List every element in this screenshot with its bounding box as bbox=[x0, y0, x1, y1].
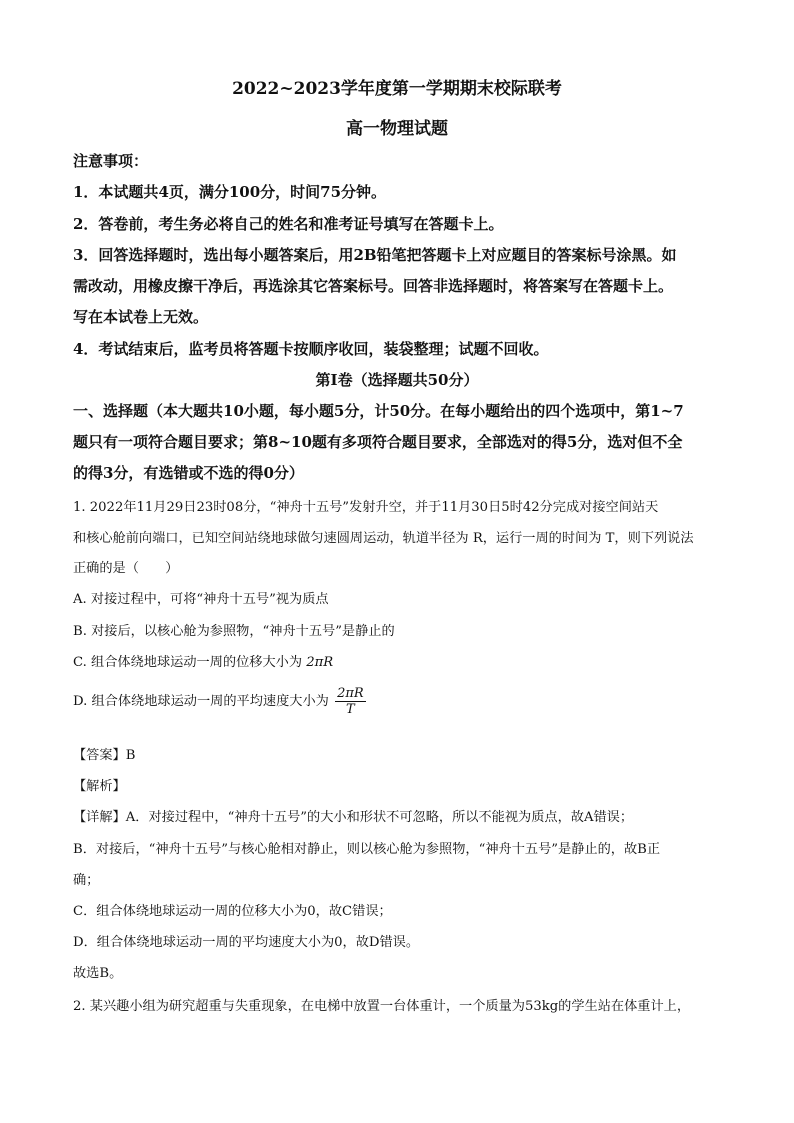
notice-heading: 注意事项： bbox=[73, 152, 149, 170]
notice-item-2: 2．答卷前，考生务必将自己的姓名和准考证号填写在答题卡上。 bbox=[73, 215, 504, 233]
exam-title: 2022~2023学年度第一学期期末校际联考 bbox=[232, 79, 562, 99]
notice-item-3-cont: 需改动，用橡皮擦干净后，再选涂其它答案标号。回答非选择题时，将答案写在答题卡上。 bbox=[73, 277, 674, 295]
q2-stem: 2. 某兴趣小组为研究超重与失重现象，在电梯中放置一台体重计，一个质量为53kg的学生站在体重计上， bbox=[73, 999, 691, 1014]
q1-option-c-math: 2πR bbox=[306, 655, 334, 670]
q1-option-a: A. 对接过程中，可将“神舟十五号”视为质点 bbox=[73, 592, 329, 607]
q1-option-d-fraction bbox=[335, 686, 366, 717]
q1-detail-1: 【详解】A．对接过程中，“神舟十五号”的大小和形状不可忽略，所以不能视为质点，故A错误； bbox=[73, 810, 634, 825]
q1-detail-4: C．组合体绕地球运动一周的位移大小为0，故C错误； bbox=[73, 904, 392, 919]
notice-item-4: 4．考试结束后，监考员将答题卡按顺序收回，装袋整理；试题不回收。 bbox=[73, 340, 549, 358]
q1-stem-2: 和核心舱前向端口，已知空间站绕地球做匀速圆周运动，轨道半径为 R，运行一周的时间为 T，则下列说法 bbox=[73, 531, 694, 546]
notice-item-3-cont2: 写在本试卷上无效。 bbox=[73, 308, 209, 326]
fraction-numerator: 2πR bbox=[337, 686, 364, 701]
q1-detail-6: 故选B。 bbox=[73, 966, 123, 981]
q1-stem-3: 正确的是（ ） bbox=[73, 561, 179, 576]
section-line-3: 的得3分，有选错或不选的得0分） bbox=[73, 464, 304, 482]
notice-item-1: 1．本试题共4页，满分100分，时间75分钟。 bbox=[73, 183, 387, 201]
fraction-denominator: T bbox=[346, 702, 355, 717]
q1-option-b: B. 对接后，以核心舱为参照物，“神舟十五号”是静止的 bbox=[73, 624, 395, 639]
q1-option-c-text: C. 组合体绕地球运动一周的位移大小为 bbox=[73, 655, 303, 670]
q1-stem-1: 1. 2022年11月29日23时08分，“神舟十五号”发射升空，并于11月30日5时42分完成对接空间站天 bbox=[73, 500, 659, 515]
exam-subtitle: 高一物理试题 bbox=[346, 119, 448, 139]
q1-detail-2: B．对接后，“神舟十五号”与核心舱相对静止，则以核心舱为参照物，“神舟十五号”是静止的，故B正 bbox=[73, 842, 661, 857]
section-line-2: 题只有一项符合题目要求；第8~10题有多项符合题目要求，全部选对的得5分，选对但不全 bbox=[73, 433, 683, 451]
q1-option-d bbox=[73, 686, 733, 717]
notice-item-3: 3．回答选择题时，选出每小题答案后，用2B铅笔把答题卡上对应题目的答案标号涂黑。如 bbox=[73, 246, 677, 264]
q1-detail-3: 确； bbox=[73, 873, 100, 888]
q1-detail-5: D．组合体绕地球运动一周的平均速度大小为0，故D错误。 bbox=[73, 935, 420, 950]
volume-heading: 第I卷（选择题共50分） bbox=[315, 371, 479, 389]
q1-option-c bbox=[73, 651, 733, 670]
section-line-1: 一、选择题（本大题共10小题，每小题5分，计50分。在每小题给出的四个选项中，第1~7 bbox=[73, 402, 684, 420]
q1-analysis-heading: 【解析】 bbox=[73, 779, 126, 794]
q1-option-d-text: D. 组合体绕地球运动一周的平均速度大小为 bbox=[73, 694, 329, 709]
q1-answer: 【答案】B bbox=[73, 748, 136, 763]
